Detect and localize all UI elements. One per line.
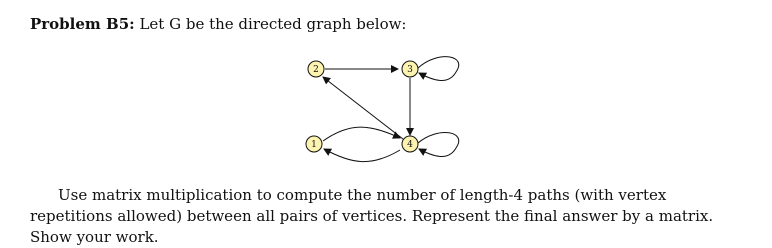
node-4-label: 4 [407, 140, 413, 150]
problem-label: Problem B5: [30, 15, 135, 33]
node-4 [402, 136, 418, 152]
node-1-label: 1 [311, 140, 317, 150]
problem-intro-text: Let G be the directed graph below: [139, 15, 407, 33]
edge-4-to-1 [324, 149, 400, 162]
node-3 [402, 61, 418, 77]
node-3-label: 3 [407, 65, 413, 75]
instructions-paragraph: Use matrix multiplication to compute the number of length-4 paths (with vertex repetitions allowed) between all pairs of vertices. Represent the final answer by a matrix. Show your work. [30, 186, 714, 246]
node-2 [308, 61, 324, 77]
edge-4-self-loop [418, 132, 459, 156]
edge-1-to-4 [323, 127, 400, 141]
edge-3-self-loop [418, 57, 459, 81]
edge-4-to-2 [323, 77, 403, 139]
node-1 [306, 136, 322, 152]
node-2-label: 2 [313, 65, 319, 75]
